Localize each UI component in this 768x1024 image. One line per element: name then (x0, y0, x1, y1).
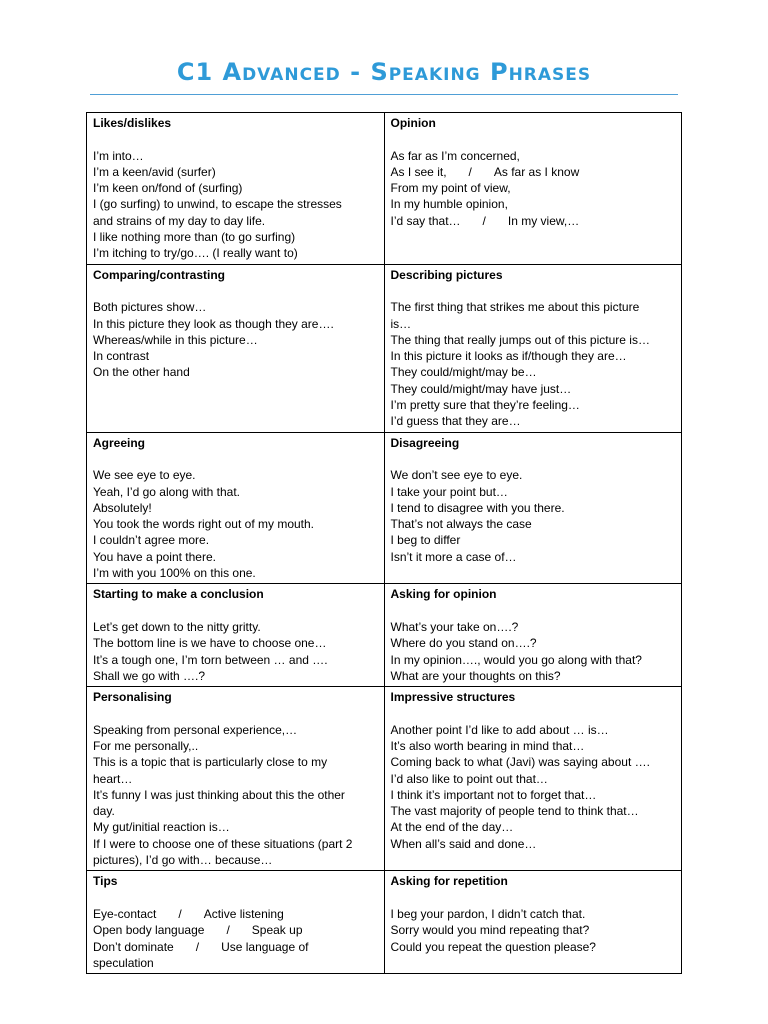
phrase: My gut/initial reaction is… (93, 820, 230, 835)
phrase: It’s funny I was just thinking about this the other (93, 787, 345, 802)
phrase: Could you repeat the question please? (390, 939, 596, 954)
table-row (87, 871, 682, 974)
phrase: Where do you stand on….? (390, 636, 537, 651)
title-divider (90, 94, 678, 95)
section-heading: Comparing/contrasting (93, 267, 226, 282)
phrase: You took the words right out of my mouth. (93, 517, 315, 532)
phrase: Eye-contact (93, 906, 157, 921)
phrase-pair (391, 164, 676, 180)
phrase: The first thing that strikes me about this picture (390, 300, 640, 315)
phrase: I like nothing more than (to go surfing) (93, 230, 296, 245)
phrase: Whereas/while in this picture… (93, 332, 258, 347)
cell-describing-pictures (384, 264, 682, 432)
phrase: I’d also like to point out that… (390, 771, 548, 786)
phrase: I’d say that… (390, 213, 461, 228)
phrase: On the other hand (93, 365, 190, 380)
phrase: In my opinion…., would you go along with that? (390, 652, 642, 667)
phrase-pair (93, 939, 378, 955)
phrase: They could/might/may have just… (390, 381, 572, 396)
phrase: As far as I’m concerned, (390, 148, 520, 163)
section-heading: Asking for repetition (390, 874, 508, 889)
phrase-separator: / (226, 923, 230, 938)
phrase: Absolutely! (93, 500, 152, 515)
cell-asking-for-opinion (384, 584, 682, 687)
phrase: Yeah, I’d go along with that. (93, 484, 240, 499)
cell-likes-dislikes (87, 113, 385, 265)
phrase: At the end of the day… (390, 820, 514, 835)
phrase: I beg to differ (390, 533, 461, 548)
cell-opinion (384, 113, 682, 265)
phrase: Speaking from personal experience,… (93, 722, 298, 737)
phrase: I’m pretty sure that they’re feeling… (390, 398, 580, 413)
section-heading: Tips (93, 874, 118, 889)
phrase-separator: / (468, 164, 472, 179)
table-row (87, 264, 682, 432)
phrase: Speak up (251, 923, 303, 938)
phrase: The thing that really jumps out of this picture is… (390, 332, 650, 347)
section-heading: Likes/dislikes (93, 116, 172, 130)
phrase: In my humble opinion, (390, 197, 508, 212)
phrase: Use language of (221, 939, 309, 954)
phrase: You have a point there. (93, 549, 216, 564)
phrases-table (86, 112, 682, 974)
cell-personalising (87, 687, 385, 871)
phrase: Active listening (203, 906, 284, 921)
phrase-separator: / (482, 213, 486, 228)
phrase: I take your point but… (390, 484, 508, 499)
phrase: We don’t see eye to eye. (390, 468, 523, 483)
phrase: heart… (93, 771, 133, 786)
phrase: What are your thoughts on this? (390, 668, 561, 683)
phrase: In my view,… (507, 213, 580, 228)
phrase: What’s your take on….? (390, 619, 519, 634)
section-heading: Asking for opinion (390, 587, 497, 602)
phrase: Isn’t it more a case of… (390, 549, 517, 564)
phrase: As I see it, (390, 164, 447, 179)
cell-impressive-structures (384, 687, 682, 871)
phrase: It’s also worth bearing in mind that… (390, 738, 585, 753)
phrase: That’s not always the case (390, 517, 532, 532)
phrase: We see eye to eye. (93, 468, 196, 483)
cell-tips (87, 871, 385, 974)
phrase: is… (390, 316, 412, 331)
page-title: C1 Advanced - Speaking Phrases (176, 58, 592, 86)
table-row (87, 432, 682, 584)
phrase-separator: / (195, 939, 200, 954)
phrase: I’m into… (93, 148, 144, 163)
phrase: For me personally,.. (93, 738, 199, 753)
table-row (87, 113, 682, 265)
cell-agreeing (87, 432, 385, 584)
section-heading: Opinion (390, 116, 436, 130)
cell-starting-conclusion (87, 584, 385, 687)
phrase: I’m keen on/fond of (surfing) (93, 181, 243, 196)
phrase: and strains of my day to day life. (93, 213, 266, 228)
phrase: In this picture they look as though they are…. (93, 316, 334, 331)
phrase: Shall we go with ….? (93, 668, 206, 683)
phrase: I’d guess that they are… (390, 414, 521, 429)
phrase: Sorry would you mind repeating that? (390, 923, 590, 938)
phrase: pictures), I’d go with… because… (93, 853, 273, 868)
phrase: Both pictures show… (93, 300, 207, 315)
phrase: As far as I know (493, 164, 580, 179)
phrase: The bottom line is we have to choose one… (93, 636, 327, 651)
phrase: It’s a tough one, I’m torn between … and …. (93, 652, 328, 667)
phrase: I’m with you 100% on this one. (93, 566, 256, 581)
phrase: If I were to choose one of these situations (part 2 (93, 836, 353, 851)
phrase: In this picture it looks as if/though they are… (390, 349, 627, 364)
section-heading: Starting to make a conclusion (93, 587, 264, 602)
section-heading: Impressive structures (390, 690, 516, 705)
phrase: day. (93, 804, 115, 819)
cell-asking-for-repetition (384, 871, 682, 974)
phrase: I couldn’t agree more. (93, 533, 210, 548)
section-heading: Disagreeing (390, 435, 460, 450)
cell-comparing-contrasting (87, 264, 385, 432)
section-heading: Describing pictures (390, 267, 503, 282)
phrase: Let’s get down to the nitty gritty. (93, 619, 261, 634)
phrase: I’m a keen/avid (surfer) (93, 164, 216, 179)
phrase: When all’s said and done… (390, 836, 537, 851)
phrase: The vast majority of people tend to think that… (390, 804, 639, 819)
phrase-separator: / (178, 906, 182, 921)
phrase: I tend to disagree with you there. (390, 500, 565, 515)
phrase: Open body language (93, 923, 205, 938)
phrase: Coming back to what (Javi) was saying about …. (390, 755, 650, 770)
phrase: I beg your pardon, I didn’t catch that. (390, 906, 586, 921)
phrase: speculation (93, 955, 154, 970)
phrase-pair (93, 906, 378, 922)
phrase: This is a topic that is particularly close to my (93, 755, 328, 770)
phrase: From my point of view, (390, 181, 511, 196)
phrase-pair (391, 213, 676, 229)
table-row (87, 687, 682, 871)
phrase-pair (93, 922, 378, 938)
section-heading: Agreeing (93, 435, 146, 450)
phrase: Another point I’d like to add about … is… (390, 722, 609, 737)
phrase: I (go surfing) to unwind, to escape the stresses (93, 197, 342, 212)
section-heading: Personalising (93, 690, 172, 705)
phrase: In contrast (93, 349, 150, 364)
phrase: I think it’s important not to forget that… (390, 787, 597, 802)
phrase: I’m itching to try/go…. (I really want to) (93, 246, 298, 261)
phrase: They could/might/may be… (390, 365, 537, 380)
table-row (87, 584, 682, 687)
phrase: Don’t dominate (93, 939, 174, 954)
cell-disagreeing (384, 432, 682, 584)
